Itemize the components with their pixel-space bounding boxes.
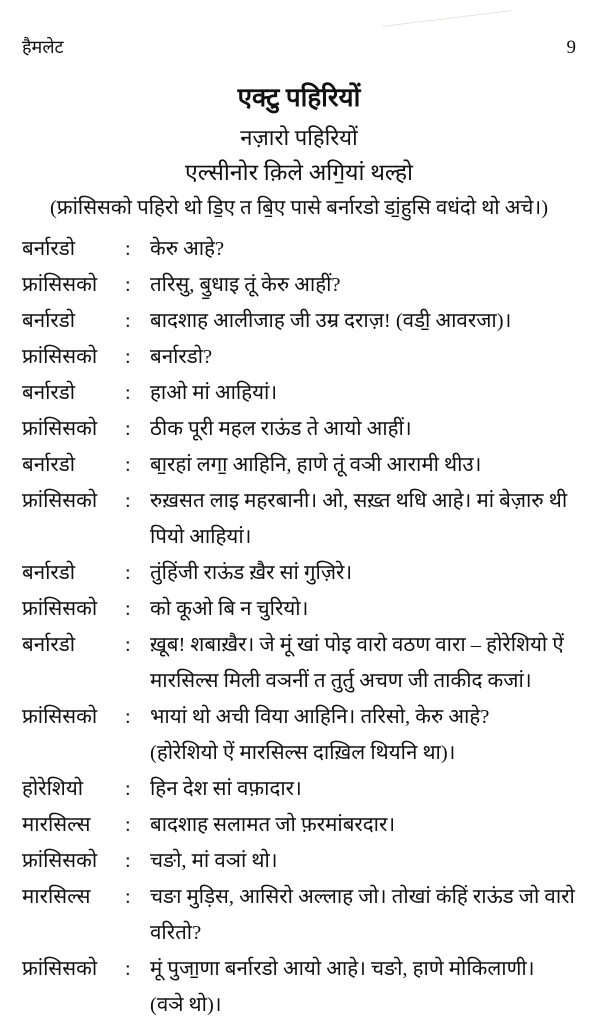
colon-separator: : <box>125 310 131 332</box>
colon-separator: : <box>125 382 131 404</box>
speaker-name: बर्नारडो <box>22 310 76 332</box>
dialogue-text: को कूओ बि न चुरियो। <box>150 598 309 620</box>
dialogue-row <box>22 411 576 447</box>
dialogue-text-continued: (वञे थो)। <box>150 994 222 1016</box>
page-number: 9 <box>566 37 576 58</box>
dialogue-row <box>22 231 576 267</box>
speaker-name: फ्रांसिसको <box>22 346 98 368</box>
colon-separator: : <box>125 274 131 296</box>
dialogue-text: केरु आहे? <box>150 238 225 260</box>
colon-separator: : <box>125 850 131 872</box>
act-title: एक्टु पहिरियों <box>237 83 361 112</box>
dialogue-row <box>22 303 576 339</box>
dialogue-text: ठीक पूरी महल राऊंड ते आयो आहीं। <box>150 418 412 440</box>
colon-separator: : <box>125 490 131 512</box>
dialogue-row <box>22 627 576 699</box>
dialogue-row <box>22 591 576 627</box>
dialogue-speech <box>150 843 576 879</box>
dialogue-speech <box>150 771 576 807</box>
dialogue-row <box>22 447 576 483</box>
speaker-name: बर्नारडो <box>22 562 76 584</box>
speaker-name: फ्रांसिसको <box>22 490 98 512</box>
dialogue-text: रुख़सत लाइ महरबानी। ओ, सख़्त थधि आहे। मां बेज़ारु थी पियो आहियां। <box>150 490 568 548</box>
speaker-name: बर्नारडो <box>22 238 76 260</box>
running-head <box>22 34 576 61</box>
dialogue-text-continued: (होरेशियो ऐं मारसिल्स दाख़िल थियनि था)। <box>150 742 456 764</box>
dialogue-speech <box>150 483 576 555</box>
dialogue-row <box>22 807 576 843</box>
colon-separator: : <box>125 778 131 800</box>
dialogue-row <box>22 483 576 555</box>
dialogue-text: ख़ूब! शबाख़ैर। जे मूं खां पोइ वारो वठण वारा – होरेशियो ऐं मारसिल्स मिली वञनीं त तुर्तु अचण जी ताकीद कजां। <box>150 634 564 692</box>
dialogue-text: मूं पुजा॒णा बर्नारडो आयो आहे। चङो, हाणे मोकिलाणी। <box>150 958 535 980</box>
dialogue-row <box>22 699 576 771</box>
colon-separator: : <box>125 562 131 584</box>
dialogue-text: हिन देश सां वफ़ादार। <box>150 778 302 800</box>
dialogue-row <box>22 879 576 951</box>
dialogue-row <box>22 375 576 411</box>
speaker-name: मारसिल्स <box>22 814 91 836</box>
dialogue-row <box>22 555 576 591</box>
scene-title: नज़ारो पहिरियों <box>240 125 358 150</box>
colon-separator: : <box>125 346 131 368</box>
dialogue-speech <box>150 231 576 267</box>
book-title: हैमलेट <box>22 37 64 57</box>
speaker-name: बर्नारडो <box>22 454 76 476</box>
colon-separator: : <box>125 814 131 836</box>
speaker-name: फ्रांसिसको <box>22 418 98 440</box>
dialogue-text: तरिसु, बु॒धाइ तूं केरु आहीं? <box>150 274 341 296</box>
dialogue-text: बादशाह सलामत जो फ़रमांबरदार। <box>150 814 396 836</box>
colon-separator: : <box>125 634 131 656</box>
dialogue-row <box>22 951 576 1023</box>
speaker-name: होरेशियो <box>22 778 84 800</box>
colon-separator: : <box>125 598 131 620</box>
dialogue-text: चङो, मां वञां थो। <box>150 850 278 872</box>
dialogue-text: बर्नारडो? <box>150 346 213 368</box>
speaker-name: बर्नारडो <box>22 634 76 656</box>
speaker-name: फ्रांसिसको <box>22 958 98 980</box>
dialogue-speech <box>150 591 576 627</box>
dialogue-text: बादशाह आलीजाह जी उम्र दराज़! (वडी॒ आवरजा)। <box>150 310 512 332</box>
dialogue-speech <box>150 375 576 411</box>
dialogue-text: चङा मुड़िस, आसिरो अल्लाह जो। तोखां कंहिं राऊंड जो वारो वरितो? <box>150 886 575 944</box>
scene-location: एल्सीनोर क़िले अगि॒यां थल्हो <box>184 160 414 185</box>
speaker-name: फ्रांसिसको <box>22 706 98 728</box>
speaker-name: फ्रांसिसको <box>22 274 98 296</box>
speaker-name: फ्रांसिसको <box>22 850 98 872</box>
colon-separator: : <box>125 706 131 728</box>
stage-direction: (फ्रांसिसको पहिरो थो डि॒ए त बि॒ए पासे बर्नारडो डां॒हुसि वधंदो थो अचे।) <box>49 197 549 219</box>
dialogue-speech <box>150 267 576 303</box>
dialogue-speech <box>150 555 576 591</box>
dialogue-speech <box>150 699 576 771</box>
colon-separator: : <box>125 238 131 260</box>
dialogue-speech <box>150 339 576 375</box>
dialogue-row <box>22 843 576 879</box>
dialogue-list <box>22 231 576 1023</box>
dialogue-speech <box>150 447 576 483</box>
speaker-name: मारसिल्स <box>22 886 91 908</box>
colon-separator: : <box>125 958 131 980</box>
dialogue-speech <box>150 411 576 447</box>
speaker-name: फ्रांसिसको <box>22 598 98 620</box>
dialogue-speech <box>150 807 576 843</box>
colon-separator: : <box>125 454 131 476</box>
dialogue-text: भायां थो अची विया आहिनि। तरिसो, केरु आहे? <box>150 706 490 728</box>
colon-separator: : <box>125 886 131 908</box>
scan-crease-mark <box>382 10 511 27</box>
dialogue-text: बा॒रहां लगा॒ आहिनि, हाणे तूं वञी आरामी थीउ। <box>150 454 482 476</box>
dialogue-speech <box>150 951 576 1023</box>
dialogue-text: तुंहिंजी राऊंड ख़ैर सां गुज़िरे। <box>150 562 353 584</box>
dialogue-row <box>22 771 576 807</box>
dialogue-row <box>22 267 576 303</box>
dialogue-speech <box>150 627 576 699</box>
dialogue-speech <box>150 879 576 951</box>
dialogue-row <box>22 339 576 375</box>
speaker-name: बर्नारडो <box>22 382 76 404</box>
dialogue-text: हाओ मां आहियां। <box>150 382 278 404</box>
colon-separator: : <box>125 418 131 440</box>
dialogue-speech <box>150 303 576 339</box>
